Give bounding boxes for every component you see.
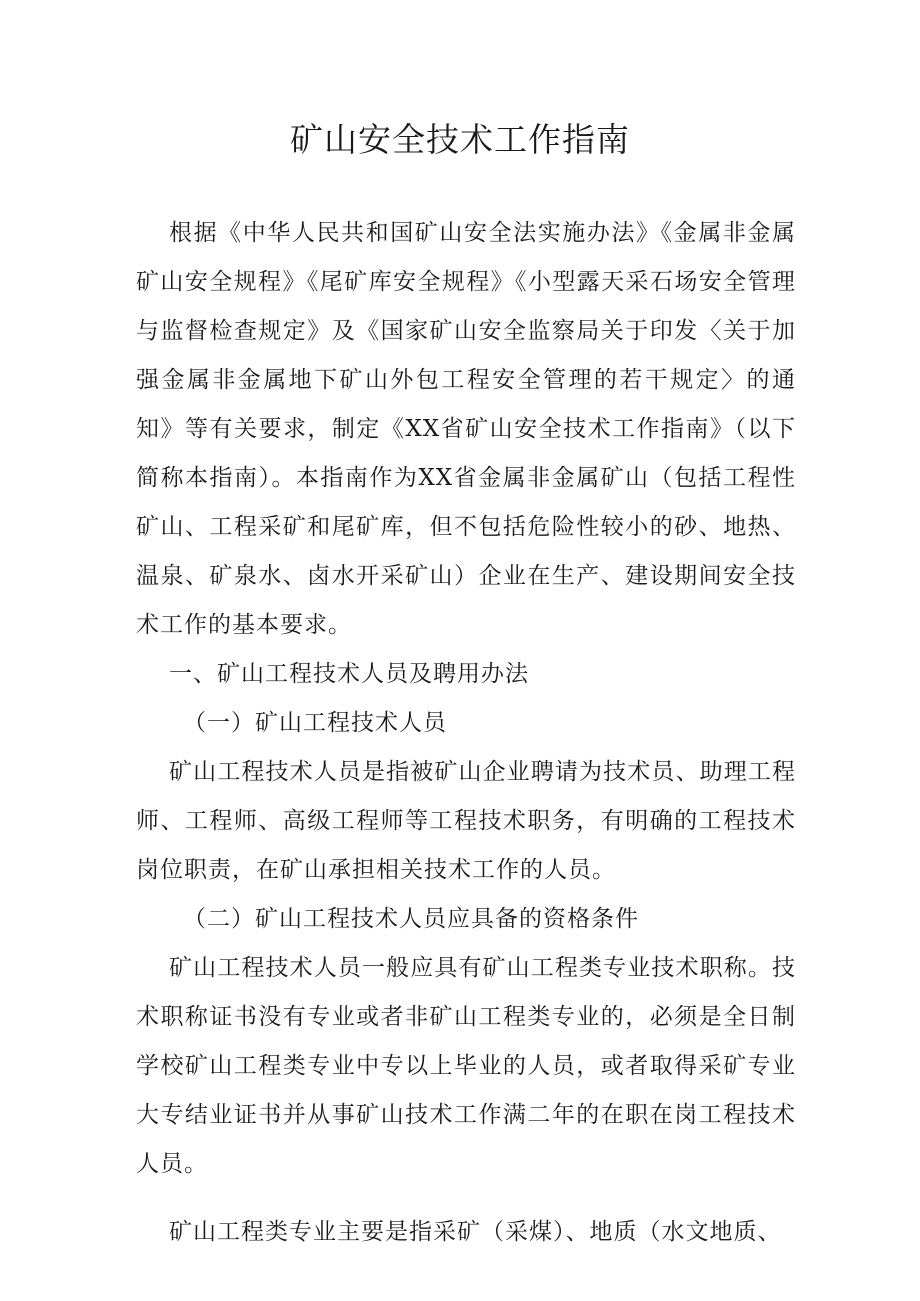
major-paragraph: 矿山工程类专业主要是指采矿（采煤）、地质（水文地质、 xyxy=(169,1219,782,1245)
document-body xyxy=(136,209,796,1257)
subsection-heading-1: （一）矿山工程技术人员 xyxy=(183,710,447,736)
subsection-heading-2: （二）矿山工程技术人员应具备的资格条件 xyxy=(183,906,639,932)
document-title: 矿山安全技术工作指南 xyxy=(290,120,630,159)
qualification-paragraph: 矿山工程技术人员一般应具有矿山工程类专业技术职称。技术职称证书没有专业或者非矿山工程类专业的，必须是全日制学校矿山工程类专业中专以上毕业的人员，或者取得采矿专业大专结业证书并从事矿山技术工作满二年的在职在岗工程技术人员。 xyxy=(136,955,796,1177)
definition-paragraph: 矿山工程技术人员是指被矿山企业聘请为技术员、助理工程师、工程师、高级工程师等工程技术职务，有明确的工程技术岗位职责，在矿山承担相关技术工作的人员。 xyxy=(136,759,796,883)
intro-paragraph: 根据《中华人民共和国矿山安全法实施办法》《金属非金属矿山安全规程》《尾矿库安全规程》《小型露天采石场安全管理与监督检查规定》及《国家矿山安全监察局关于印发〈关于加强金属非金属地下矿山外包工程安全管理的若干规定〉的通知》等有关要求，制定《XX省矿山安全技术工作指南》（以下简称本指南）。本指南作为XX省金属非金属矿山（包括工程性矿山、工程采矿和尾矿库，但不包括危险性较小的砂、地热、温泉、矿泉水、卤水开采矿山）企业在生产、建设期间安全技术工作的基本要求。 xyxy=(136,220,796,638)
section-heading-1: 一、矿山工程技术人员及聘用办法 xyxy=(169,661,529,687)
